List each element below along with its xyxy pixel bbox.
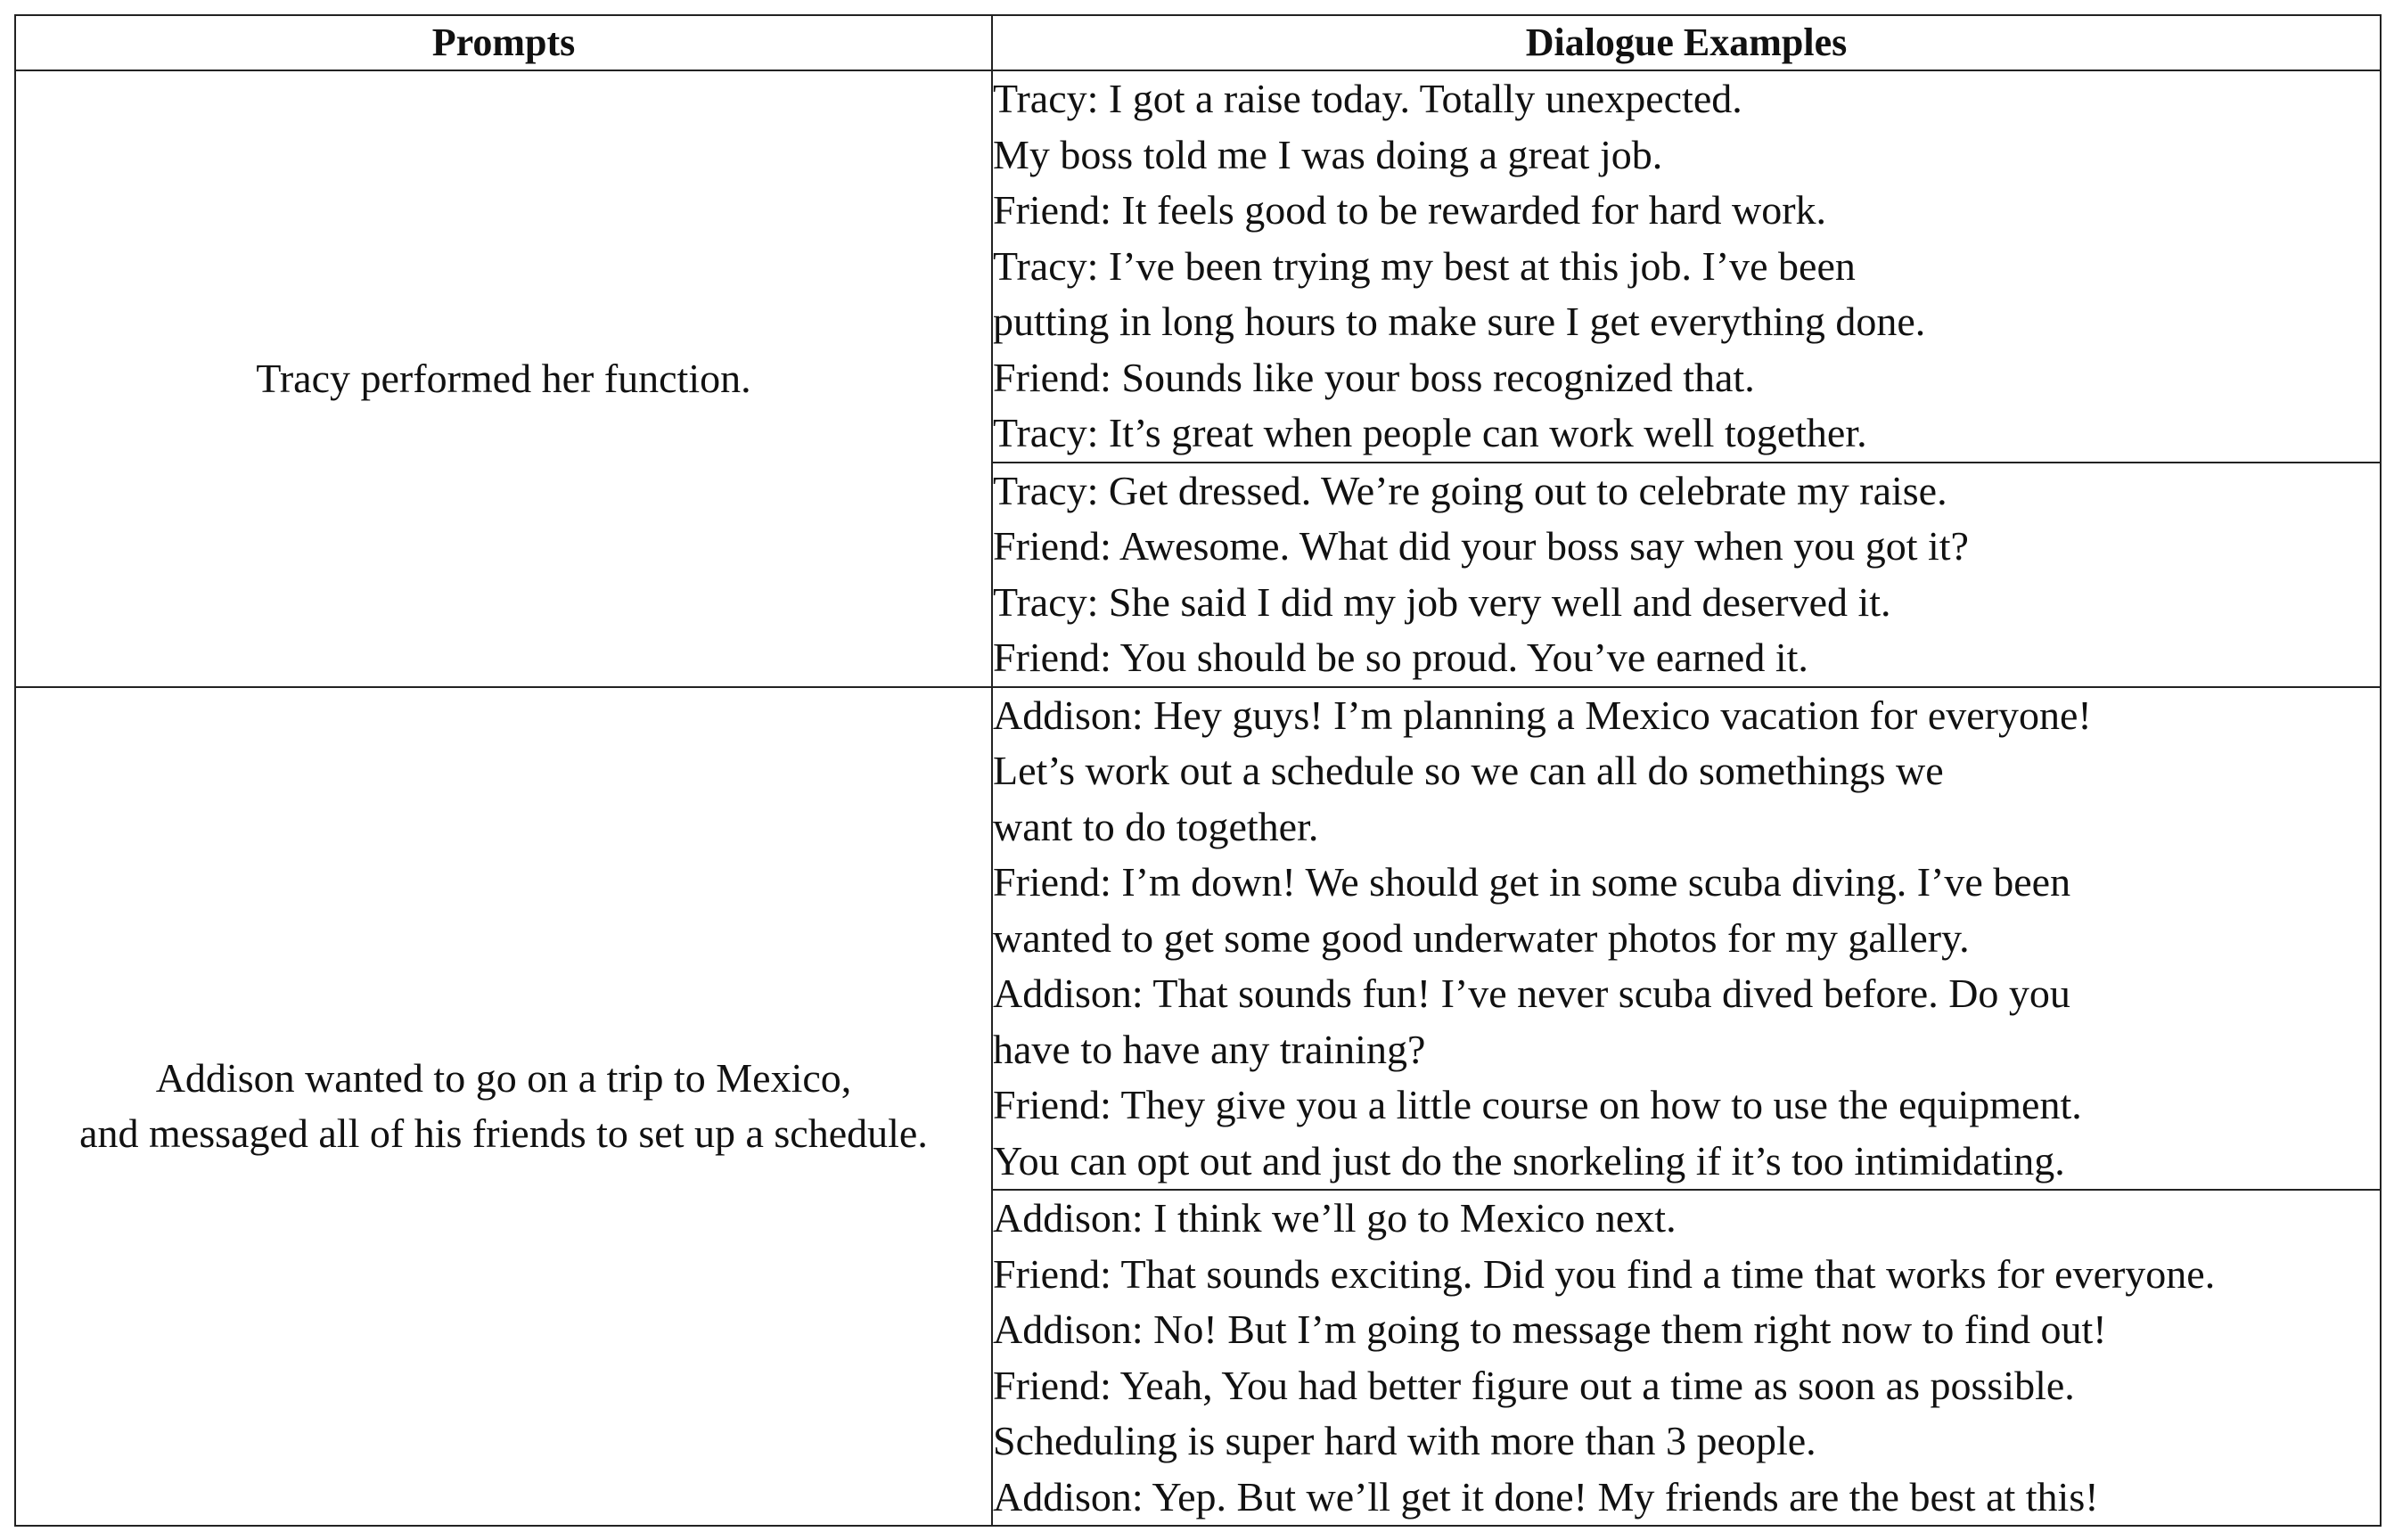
dialogue-cell: [992, 463, 2381, 687]
dialogue-line: Let’s work out a schedule so we can all do somethings we: [993, 748, 1944, 793]
dialogue-line: Addison: Hey guys! I’m planning a Mexico vacation for everyone!: [993, 692, 2092, 738]
dialogue-line: Tracy: Get dressed. We’re going out to celebrate my raise.: [993, 467, 1947, 513]
dialogue-line: You can opt out and just do the snorkeling if it’s too intimidating.: [993, 1137, 2065, 1184]
header-prompts: Prompts: [15, 15, 992, 70]
dialogue-line: Tracy: I’ve been trying my best at this job. I’ve been: [993, 242, 1856, 289]
dialogue-line: Addison: That sounds fun! I’ve never scuba dived before. Do you: [993, 971, 2070, 1016]
dialogue-line: Tracy: I got a raise today. Totally unexpected.: [993, 76, 1742, 121]
dialogue-cell: [992, 687, 2381, 1191]
dialogue-line: Friend: Yeah, You had better figure out a time as soon as possible.: [993, 1362, 2075, 1408]
prompt-line: Tracy performed her function.: [256, 355, 751, 401]
dialogue-line: Friend: Sounds like your boss recognized that.: [993, 354, 1755, 400]
dialogue-line: Friend: They give you a little course on how to use the equipment.: [993, 1082, 2082, 1127]
dialogue-line: Friend: I’m down! We should get in some scuba diving. I’ve been: [993, 859, 2071, 905]
prompt-line: and messaged all of his friends to set up a schedule.: [79, 1110, 928, 1157]
prompt-cell: [15, 687, 992, 1527]
dialogue-line: want to do together.: [993, 803, 1319, 849]
header-row: [15, 15, 2381, 70]
dialogue-line: Tracy: She said I did my job very well and deserved it.: [993, 578, 1891, 625]
dialogue-line: have to have any training?: [993, 1026, 1426, 1072]
dialogue-examples-table: [14, 14, 2382, 1527]
dialogue-line: Tracy: It’s great when people can work well together.: [993, 410, 1867, 455]
dialogue-line: Friend: Awesome. What did your boss say when you got it?: [993, 523, 1969, 569]
dialogue-line: Addison: Yep. But we’ll get it done! My friends are the best at this!: [993, 1473, 2099, 1520]
dialogue-line: Friend: It feels good to be rewarded for hard work.: [993, 187, 1827, 233]
prompt-cell: [15, 70, 992, 687]
header-dialogue-examples: Dialogue Examples: [992, 15, 2381, 70]
dialogue-cell: [992, 1190, 2381, 1526]
table-row: [15, 70, 2381, 463]
dialogue-line: My boss told me I was doing a great job.: [993, 131, 1663, 177]
dialogue-cell: [992, 70, 2381, 463]
dialogue-line: wanted to get some good underwater photos for my gallery.: [993, 914, 1970, 961]
dialogue-line: putting in long hours to make sure I get everything done.: [993, 299, 1926, 344]
dialogue-line: Scheduling is super hard with more than 3 people.: [993, 1418, 1816, 1463]
dialogue-line: Friend: You should be so proud. You’ve earned it.: [993, 635, 1808, 680]
dialogue-line: Friend: That sounds exciting. Did you find a time that works for everyone.: [993, 1250, 2216, 1297]
dialogue-line: Addison: No! But I’m going to message them right now to find out!: [993, 1307, 2107, 1352]
prompt-line: Addison wanted to go on a trip to Mexico,: [155, 1055, 852, 1102]
table-row: [15, 687, 2381, 1191]
dialogue-line: Addison: I think we’ll go to Mexico next.: [993, 1195, 1677, 1241]
